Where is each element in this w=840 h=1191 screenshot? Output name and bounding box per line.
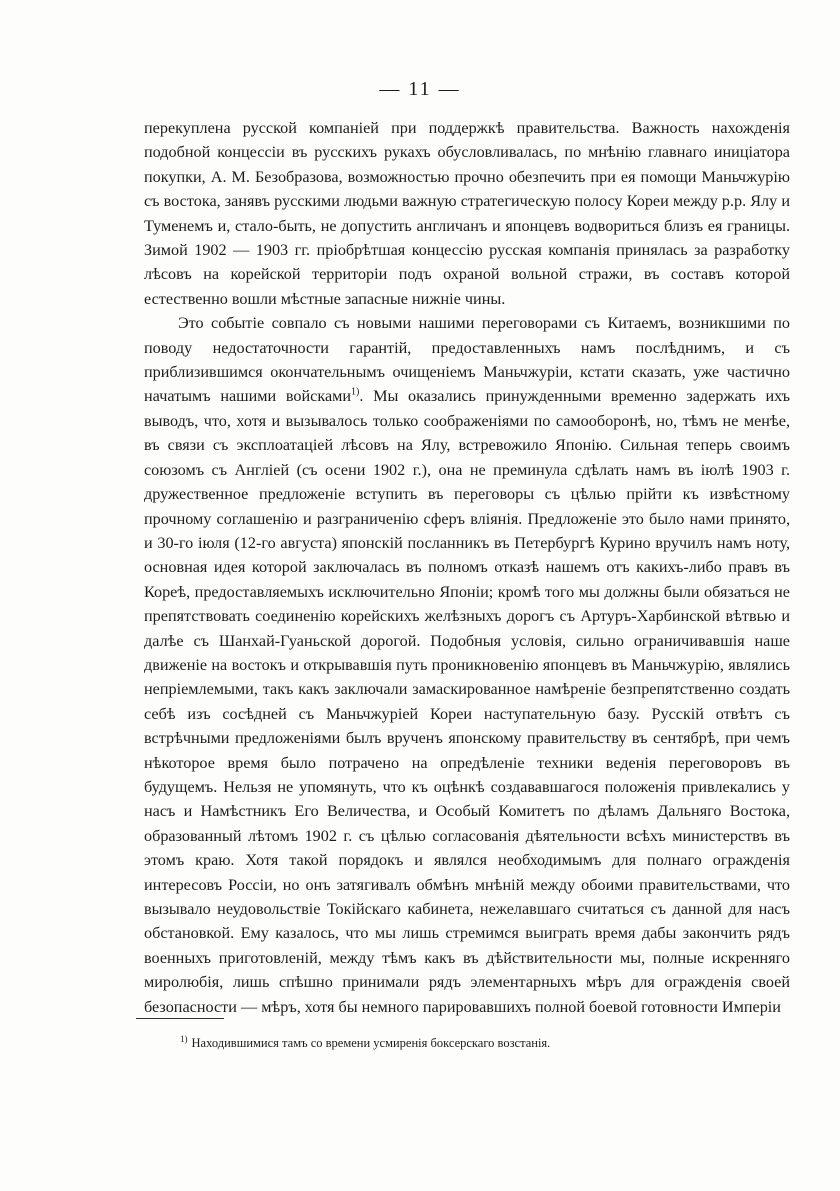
paragraph-2 — [144, 311, 790, 1019]
footnote — [180, 1034, 780, 1052]
footnote-mark: 1) — [180, 1033, 188, 1044]
page-number: — 11 — — [379, 78, 461, 100]
footnote-text: Находившимися тамъ со времени усмиренія боксерскаго возстанія. — [191, 1036, 551, 1050]
paragraph-2-part-1: Это событіе совпало съ новыми нашими переговорами съ Китаемъ, возникшими по поводу недостаточности гарантій, предоставленныхъ намъ послѣднимъ, и съ приблизившимся окончательнымъ очищеніемъ Маньчжуріи, кстати сказать, уже частично начатымъ нашими войсками — [144, 314, 790, 406]
paragraph-1: перекуплена русской компаніей при поддержкѣ правительства. Важность нахожденія подобной концессіи въ русскихъ рукахъ обусловливалась, по мнѣнію главнаго иниціатора покупки, А. М. Безобразова, возможностью прочно обезпечить при ея помощи Маньчжурію съ востока, занявъ русскими людьми важную стратегическую полосу Кореи между р.р. Ялу и Туменемъ и, стало-быть, не допустить англичанъ и японцевъ водвориться близъ ея границы. Зимой 1902 — 1903 гг. пріобрѣтшая концессію русская компанія принялась за разработку лѣсовъ на корейской территоріи подъ охраной вольной стражи, въ составъ которой естественно вошли мѣстные запасные нижніе чины. — [144, 119, 790, 308]
footnote-divider — [136, 1018, 224, 1019]
paragraph-2-part-2: . Мы оказались принужденными временно задержать ихъ выводъ, что, хотя и вызывалось только соображеніями по самооборонѣ, но, тѣмъ не менѣе, въ связи съ эксплоатаціей лѣсовъ на Ялу, встревожило Японію. Сильная теперь своимъ союзомъ съ Англіей (съ осени 1902 г.), она не преминула сдѣлать намъ въ іюлѣ 1903 г. дружественное предложеніе вступить въ переговоры съ цѣлью прійти къ извѣстному прочному соглашенію и разграниченію сферъ вліянія. Предложеніе это было нами принято, и 30-го іюля (12-го августа) японскій посланникъ въ Петербургѣ Курино вручилъ намъ ноту, основная идея которой заключалась въ полномъ отказѣ нашемъ отъ какихъ-либо правъ въ Кореѣ, предоставляемыхъ исключительно Японіи; кромѣ того мы должны были обязаться не препятствовать соединенію корейскихъ желѣзныхъ дорогъ съ Артуръ-Харбинской вѣтвью и далѣе съ Шанхай-Гуаньской дорогой. Подобныя условія, сильно ограничивавшія наше движеніе на востокъ и открывавшія путь проникновенію японцевъ въ Маньчжурію, являлись непріемлемыми, такъ какъ заключали замаскированное намѣреніе безпрепятственно создать себѣ изъ сосѣдней съ Маньчжуріей Кореи наступательную базу. Русскій отвѣтъ съ встрѣчными предложеніями былъ врученъ японскому правительству въ сентябрѣ, при чемъ нѣкоторое время было потрачено на опредѣленіе техники веденія переговоровъ въ будущемъ. Нельзя не упомянуть, что къ оцѣнкѣ создававшагося положенія привлекались у насъ и Намѣстникъ Его Величества, и Особый Комитетъ по дѣламъ Дальняго Востока, образованный лѣтомъ 1902 г. съ цѣлью согласованія дѣятельности всѣхъ министерствъ въ этомъ краю. Хотя такой порядокъ и являлся необходимымъ для полнаго огражденія интересовъ Россіи, но онъ затягивалъ обмѣнъ мнѣній между обоими правительствами, что вызывало неудовольствіе Токійскаго кабинета, нежелавшаго считаться съ данной для насъ обстановкой. Ему казалось, что мы лишь стремимся выиграть время дабы закончить рядъ военныхъ приготовленій, между тѣмъ какъ въ дѣйствительности мы, полные искренняго миролюбія, лишь спѣшно принимали рядъ элементарныхъ мѣръ для огражденія своей безопасности — мѣръ, хотя бы немного парировавшихъ полной боевой готовности Имперіи — [144, 387, 790, 1016]
body-text — [144, 116, 790, 1019]
footnote-reference[interactable]: 1) — [351, 387, 360, 399]
